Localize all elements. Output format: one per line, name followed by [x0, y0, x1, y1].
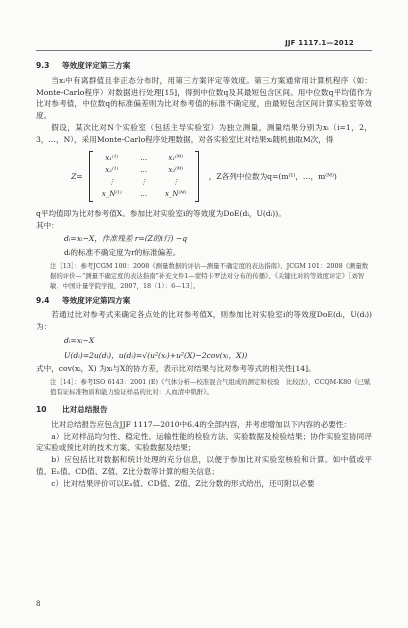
matrix-label: Z= [71, 171, 83, 181]
header-rule [36, 50, 372, 51]
list-item: a）比对样品均匀性、稳定性、运输性能的检验方法、实验数据及检验结果；协作实验室协同评定实验或预比对的技术方案、实验数据及结果； [36, 431, 372, 453]
matrix-cell: x₁⁽ᴹ⁾ [168, 154, 184, 163]
matrix-cell: x₂⁽ᴹ⁾ [168, 166, 184, 175]
sample-matrix [89, 151, 199, 201]
paragraph: 比对总结报告应包含JJF 1117—2010中6.4的全部内容，并考虑增加以下内容的必要性： [51, 419, 352, 429]
paragraph: 式中，cov(xᵢ，X) 为xᵢ与X的协方差，表示比对结果与比对参考等式的相关性[14]。 [36, 364, 316, 374]
matrix-equation [36, 151, 372, 201]
standard-code-header: JJF 1117.1—2012 [285, 39, 354, 47]
formula-text: dᵢ的标准不确定度为r的标准偏差。 [64, 248, 181, 258]
formula: dᵢ=xᵢ−X [64, 335, 95, 345]
formula: dᵢ=xᵢ−X，作准残差 r=(Z的i行) −q [64, 234, 188, 244]
section-number: 9.4 [36, 295, 50, 305]
section-9-4-heading [36, 295, 372, 307]
paragraph: q平均值即为比对参考值X。参加比对实验室i的等效度为DoE(dᵢ，U(dᵢ))。 [36, 208, 286, 218]
matrix-cell: ⋮ [172, 178, 180, 187]
paragraph: 当xᵢ中有离群值且非正态分布时，用第三方案评定等效度。第三方案通常用计算机程序（如：Monte-Carlo程序）对数据进行处理[15]，得到中位数q及其最短包含区间。用中位数q平均值作为比对参考值，中位数q的标准偏差则为比对参考值的标准不确定度，由最短包含区间计算实验室等效度。 [36, 75, 372, 121]
matrix-cell: … [140, 166, 148, 175]
paragraph: 若通过比对参考式来确定各点处的比对参考值X，则参加比对实验室i的等效度DoE(dᵢ，U(dᵢ))为： [36, 310, 372, 332]
section-title: 等效度评定第三方案 [62, 61, 131, 70]
section-9-3-heading [36, 60, 372, 72]
section-title: 比对总结报告 [62, 405, 108, 414]
section-number: 9.3 [36, 61, 50, 70]
paragraph: 其中： [36, 220, 59, 230]
matrix-cell: … [140, 189, 148, 198]
formula: U(dᵢ)=2u(dᵢ)，u(dᵢ)=√(u²(xᵢ)+u²(X)−2cov(xᵢ，X)) [64, 350, 248, 360]
matrix-cell: x₂⁽¹⁾ [105, 166, 119, 175]
footnote: 注［13］：参考JCGM 100：2008《测量数据的评估—测量不确定度的表达指南》、JCGM 101：2008《测量数据的评价—“测量不确定度的表达指南”补充文件1—蒙特卡罗法对分布的传播》、《关键比对的等效度评定》［刘智敏．中国计量学院学报，2007，18（1）：6—13］。 [50, 261, 369, 290]
page-content [36, 58, 372, 489]
matrix-cell: ⋮ [108, 178, 116, 187]
matrix-cell: ⋮ [140, 178, 148, 187]
matrix-cell: … [140, 154, 148, 163]
matrix-cell: x_N⁽¹⁾ [101, 189, 122, 198]
page-number: 8 [36, 600, 41, 609]
section-title: 等效度评定第四方案 [62, 295, 131, 305]
list-item: b）应包括比对数据和统计处理的充分信息，以便于参加比对实验室核验和计算。如中值或平值、Eₙ值、CD值、Z值、Z比分数等计算的相关信息； [36, 455, 372, 476]
matrix-cell: x₁⁽¹⁾ [105, 154, 119, 163]
matrix-note: ，Z各列中位数为q=(m⁽¹⁾，…，m⁽ᴹ⁾) [208, 171, 337, 181]
footnote: 注［14］：参考ISO 6143：2001 (E)《气体分析—校准混合气组成的测定和校验 比较法》，CCQM-K80《已赋值有证标准物质和能力验证样品的比对：人血清中肌酐》。 [50, 378, 371, 397]
paragraph: 假设，某次比对N个实验室（包括主导实验室）为独立测量，测量结果分别为xᵢ（i=1，2，3，…，N），采用Monte-Carlo程序处理数据，对各实验室比对结果xᵢ随机抽取M次，得 [36, 122, 372, 144]
section-number: 10 [36, 405, 47, 414]
section-10-heading [36, 404, 372, 416]
list-item: c）比对结果评价可以Eₙ值、CD值、Z值、Z比分数的形式给出，还可附以必要 [51, 478, 315, 488]
matrix-cell: x_N⁽ᴹ⁾ [164, 189, 187, 198]
